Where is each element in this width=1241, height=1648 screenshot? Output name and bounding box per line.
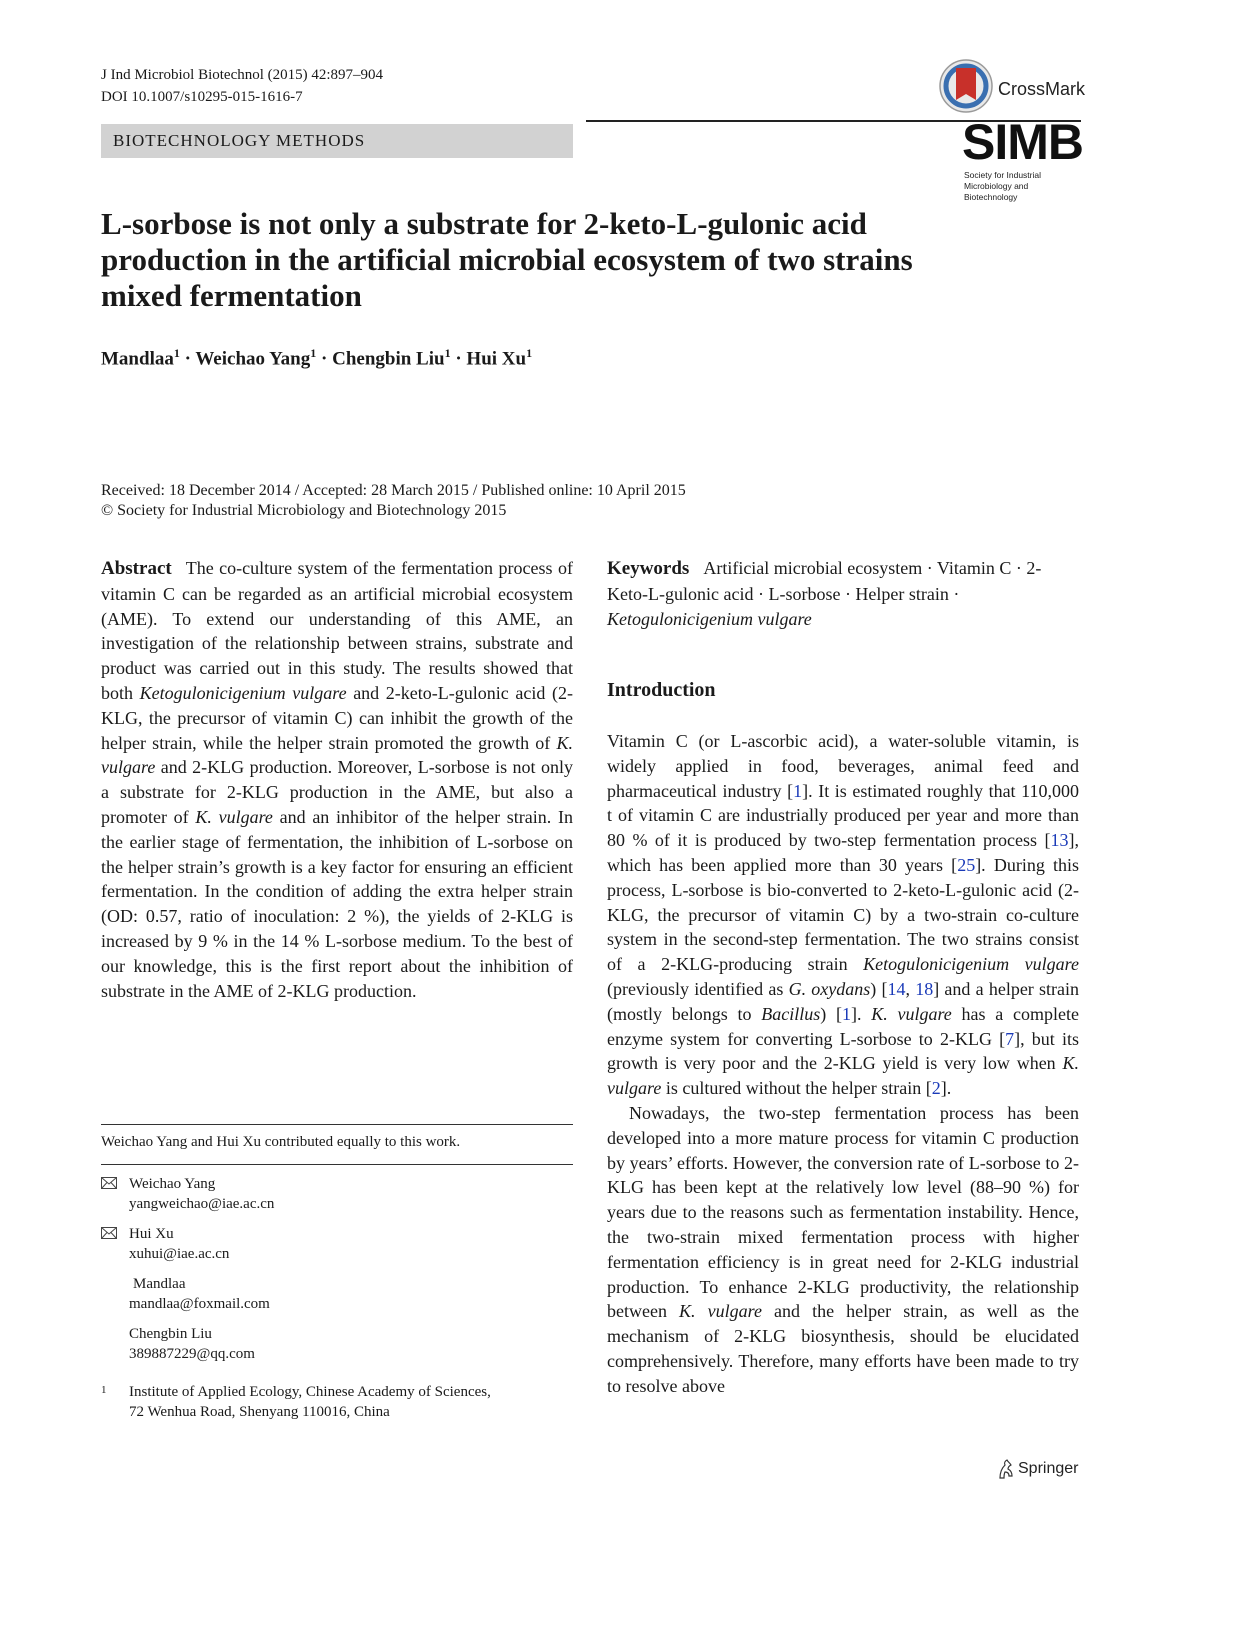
journal-line: J Ind Microbiol Biotechnol (2015) 42:897–904 (101, 67, 384, 83)
reference-link[interactable]: 18 (915, 978, 934, 999)
intro-paragraph (607, 1101, 1079, 1399)
text-run: ]. It is estimated roughly that 110,000 t of vitamin C are industrially produced per year and more than 80 % of it is produced by two-step fermentation process [ (607, 780, 1079, 851)
reference-link[interactable]: 7 (1005, 1028, 1015, 1049)
abstract-label: Abstract (101, 558, 172, 579)
simb-logo-subtitle: Society for Industrial Microbiology and Biotechnology (964, 170, 1042, 202)
text-run: -sorbose is not only a substrate for 2-KLG production in the AME, but also a promoter of (101, 757, 573, 827)
text-run: Artificial microbial ecosystem · Vitamin C · 2-Keto- (607, 558, 1042, 604)
article-title (101, 206, 961, 314)
contact-entry (101, 1324, 573, 1364)
introduction-body (607, 729, 1079, 1399)
text-run: and the helper strain, as well as the mechanism of 2-KLG biosynthesis, should be elucidated comprehensively. Therefore, many efforts have been made to try to resolve above (607, 1301, 1079, 1396)
smallcaps-text: L (647, 583, 659, 604)
contact-entry (101, 1174, 573, 1214)
affiliation (101, 1382, 573, 1422)
reference-link[interactable]: 14 (887, 978, 906, 999)
text-run: and 2-KLG production. Moreover, (155, 757, 418, 778)
text-run: -sorbose on the helper strain’s growth is a key factor for ensuring an efficient fermentation. In the condition of adding the extra helper strain (OD: 0.57, ratio of inoculation: 2 %), the yields of 2-KLG is increased by 9 % in the 14 % (101, 831, 573, 951)
abstract-body (101, 558, 573, 1001)
text-run: -gulonic acid (2-KLG, the precursor of vitamin C) can inhibit the growth of the helper strain, while the helper strain promoted the growth of (101, 682, 574, 753)
affiliation-line: Institute of Applied Ecology, Chinese Academy of Sciences, (129, 1384, 491, 1400)
italic-text: Ketogulonicigenium vulgare (863, 954, 1079, 975)
text-run: ] and a helper strain (mostly belongs to (607, 978, 1079, 1024)
doi-line: DOI 10.1007/s10295-015-1616-7 (101, 89, 303, 105)
author-name[interactable]: Mandlaa (101, 348, 174, 370)
text-run: has a complete enzyme system for converting (607, 1003, 1079, 1049)
smallcaps-text: L (730, 731, 742, 751)
text-run: , (905, 978, 916, 999)
smallcaps-text: L (839, 1028, 851, 1049)
envelope-icon (101, 1177, 117, 1189)
springer-horse-icon (996, 1458, 1016, 1480)
affiliation-line: 72 Wenhua Road, Shenyang 110016, China (129, 1404, 390, 1420)
smallcaps-text: L (945, 879, 957, 900)
introduction-heading: Introduction (607, 679, 716, 701)
crossmark-icon (938, 58, 994, 114)
section-label: BIOTECHNOLOGY METHODS (113, 131, 366, 150)
contact-name: Mandlaa (133, 1276, 186, 1292)
keywords (607, 556, 1081, 631)
text-run: ) [ (870, 978, 888, 999)
smallcaps-text: L (324, 930, 336, 951)
footnote-rule (101, 1164, 573, 1165)
text-run: (previously identified as (607, 978, 789, 999)
text-run: -gulonic acid (2-KLG, the precursor of vitamin C) by a two-strain co-culture system in the second-step fermentation. The two strains consist of a 2-KLG-producing strain (607, 879, 1080, 975)
author-affiliation-marker: 1 (444, 346, 451, 360)
author-name[interactable]: Chengbin Liu (332, 348, 445, 370)
contact-entry (101, 1274, 573, 1314)
text-run: ]. (940, 1078, 952, 1099)
smallcaps-text: L (417, 757, 429, 778)
contact-name: Hui Xu (129, 1226, 174, 1242)
simb-logo (962, 114, 1083, 202)
author-affiliation-marker: 1 (526, 346, 533, 360)
contact-email[interactable]: 389887229@qq.com (129, 1346, 255, 1362)
text-run: ]. During this process, (607, 854, 1080, 900)
text-run: -sorbose to 2-KLG [ (850, 1028, 1006, 1049)
publication-dates (101, 481, 686, 521)
author-separator: · (450, 348, 467, 370)
author-separator: · (316, 348, 333, 370)
footnote-rule (101, 1124, 573, 1125)
title-text: -gulonic acid production in the artificial microbial ecosystem of two strains mixed fermentation (101, 206, 913, 313)
equal-contribution-note: Weichao Yang and Hui Xu contributed equally to this work. (101, 1134, 461, 1150)
text-run: Nowadays, the two-step fermentation process has been developed into a more mature process for vitamin C production by years’ efforts. However, the conversion rate of (607, 1102, 1079, 1173)
text-run: ], which has been applied more than 30 years [ (607, 830, 1079, 875)
contact-entry (101, 1224, 573, 1264)
affiliation-number: 1 (101, 1384, 107, 1396)
reference-link[interactable]: 2 (931, 1078, 941, 1099)
text-run: Vitamin C (or (607, 731, 731, 751)
title-text: -sorbose is not only a substrate for 2-keto- (121, 206, 677, 241)
text-run: -sorbose is bio-converted to 2-keto- (682, 879, 946, 900)
text-run: and 2-keto- (346, 682, 438, 703)
title-smallcaps: L (676, 206, 698, 241)
springer-logo (996, 1458, 1086, 1482)
journal-citation (101, 64, 383, 108)
contact-email[interactable]: yangweichao@iae.ac.cn (129, 1196, 275, 1212)
text-run: The co-culture system of the fermentation process of vitamin C can be regarded as an artificial microbial ecosystem (AME). To extend our understanding of this AME, an investigation of the relationship between strains, substrate and product was carried out in this study. The results showed that both (101, 558, 573, 703)
author-name[interactable]: Weichao Yang (195, 348, 311, 370)
section-banner (101, 124, 573, 158)
dates-line: Received: 18 December 2014 / Accepted: 28 March 2015 / Published online: 10 April 2015 (101, 482, 686, 499)
text-run: ) [ (820, 1003, 842, 1024)
contact-name: Chengbin Liu (129, 1326, 212, 1342)
text-run: ]. (850, 1003, 872, 1024)
italic-text: K. vulgare (607, 1053, 1079, 1099)
text-run: -gulonic acid · (658, 583, 769, 604)
text-run: ], but its growth is very poor and the 2-KLG yield is very low when (607, 1028, 1079, 1074)
reference-link[interactable]: 1 (793, 780, 803, 801)
author-separator: · (179, 348, 196, 370)
simb-logo-text: SIMB (962, 114, 1083, 170)
italic-text: K. vulgare (871, 1003, 952, 1024)
text-run: -ascorbic acid), a water-soluble vitamin, is widely applied in food, beverages, animal feed and pharmaceutical industry [ (607, 731, 1080, 801)
publisher-name: Springer (1018, 1460, 1079, 1477)
reference-link[interactable]: 25 (957, 854, 976, 875)
envelope-icon (101, 1227, 117, 1239)
italic-text: K. vulgare (101, 732, 573, 778)
author-list (101, 346, 532, 370)
text-run: -sorbose to 2-KLG has been kept at the relatively low level (88–90 %) for years due to the reasons such as fermentation instability. Hence, the two-strain mixed fermentation process with higher fermentation efficiency is in great need for 2-KLG industrial production. To enhance 2-KLG productivity, the relationship between (607, 1152, 1079, 1322)
smallcaps-text: L (671, 879, 683, 900)
reference-link[interactable]: 1 (841, 1003, 851, 1024)
italic-text: Ketogulonicigenium vulgare (139, 682, 347, 703)
text-run: -sorbose · Helper strain · (779, 583, 960, 604)
italic-text: K. vulgare (195, 806, 273, 827)
crossmark-label: CrossMark (998, 79, 1086, 99)
italic-text: Bacillus (761, 1003, 821, 1024)
author-affiliation-marker: 1 (310, 346, 317, 360)
keywords-label: Keywords (607, 558, 690, 579)
text-run: is cultured without the helper strain [ (661, 1078, 932, 1099)
contact-email[interactable]: xuhui@iae.ac.cn (129, 1246, 230, 1262)
italic-text: K. vulgare (679, 1301, 762, 1322)
abstract (101, 556, 573, 1003)
title-smallcaps: L (101, 206, 122, 241)
reference-link[interactable]: 13 (1050, 830, 1069, 851)
author-name[interactable]: Hui Xu (466, 348, 527, 370)
smallcaps-text: L (476, 831, 488, 852)
smallcaps-text: L (768, 583, 780, 604)
author-affiliation-marker: 1 (173, 346, 180, 360)
contact-name: Weichao Yang (129, 1176, 216, 1192)
smallcaps-text: L (437, 682, 449, 703)
crossmark-badge[interactable] (938, 58, 1088, 114)
text-run: -sorbose medium. To the best of our knowledge, this is the first report about the inhibition of substrate in the AME of 2-KLG production. (101, 930, 574, 1001)
intro-paragraph (607, 729, 1079, 1101)
italic-text: Ketogulonicigenium vulgare (607, 608, 812, 629)
smallcaps-text: L (968, 1152, 980, 1173)
contact-email[interactable]: mandlaa@foxmail.com (129, 1296, 270, 1312)
italic-text: G. oxydans (788, 978, 871, 999)
text-run: and an inhibitor of the helper strain. In the earlier stage of fermentation, the inhibition of (101, 806, 573, 852)
copyright-line: © Society for Industrial Microbiology and Biotechnology 2015 (101, 502, 507, 519)
